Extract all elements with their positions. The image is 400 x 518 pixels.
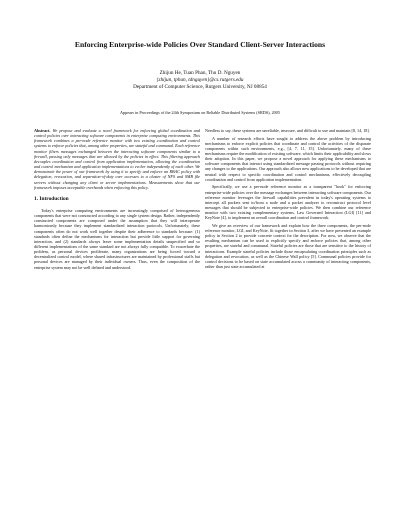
venue-line: Appears in Proceedings of the 24th Symposium on Reliable Distributed Systems (SRDS), 2005: [120, 110, 280, 115]
body-paragraph: Needless to say, these systems are unreliable, insecure, and difficult to use and maintain [8, 14, 18].: [205, 128, 370, 133]
author-emails: {zhijun, tphan, tdnguyen}@cs.rutgers.edu: [156, 77, 244, 83]
intro-paragraph: Today's enterprise computing environments are increasingly comprised of heterogeneous components that were not constructed according to any single system design. Rather, independently constructed components are composed under the assumption that they will interoperate harmoniously because they implement standardized interaction protocols. Unfortunately, these components often do not work well together despite their adherence to standards because: (1) standards often define the mechanisms for interaction but provide little support for governing interaction, and (2) standards always leave some implementation details unspecified and so different implementations of the same standard are not always fully compatible. To exacerbate the problem, as personal devices proliferate, many organizations are being forced toward a decentralized control model, where shared infrastructures are maintained by professional staffs but personal devices are managed by their individual owners. Thus, even the composition of the enterprise system may not be well defined and understood.: [34, 207, 200, 270]
abstract-label: Abstract.: [34, 128, 51, 133]
left-column: [34, 128, 200, 272]
section-heading-introduction: 1. Introduction: [34, 195, 69, 202]
body-paragraph: A number of research efforts have sought to address the above problem by introducing mechanisms to enforce explicit policies that coordinate and control the activities of the disparate components within such environments, e.g., [4, 7, 11, 15]. Unfortunately, many of these mechanisms require the modification of existing software, which limits their applicability and slows their adoption. In this paper, we propose a novel approach for applying these mechanisms to software components that interact using standardized message passing protocols without requiring any changes to the applications. Our approach also allows new applications to be developed that are neutral with respect to specific coordination and control mechanisms, effectively decoupling coordination and control from application implementation.: [205, 135, 371, 182]
author-block: [0, 70, 400, 91]
right-column: [205, 128, 371, 272]
paper-title: Enforcing Enterprise-wide Policies Over Standard Client-Server Interactions: [74, 40, 326, 49]
abstract: [34, 128, 200, 190]
body-paragraph: Specifically, we use a per-node reference monitor as a transparent "hook" for enforcing enterprise-wide policies over the message exchanges between interacting software components. Our reference monitor leverages the firewall capabilities prevalent in today's operating systems to intercept all packets sent to/from a node and a packet analyzer to reconstruct protocol level messages that should be subjected to enterprise-wide policies. We then combine our reference monitor with two existing complementary systems, Law Governed Interaction (LGI) [11] and KeyNote [4], to implement an overall coordination and control framework.: [205, 184, 371, 221]
author-affiliation: Department of Computer Science, Rutgers University, NJ 08854: [133, 84, 267, 90]
author-names: Zhijun He, Tuan Phan, Thu D. Nguyen: [159, 70, 241, 76]
abstract-text: We propose and evaluate a novel framework for enforcing global coordination and control policies over interacting software components in enterprise computing environments. This framework combines a per-node reference monitor with two existing coordination and control systems to enforce policies that, among other properties, are stateful and communal. Each reference monitor filters messages exchanged between the interacting software components similar to a firewall, passing only messages that are allowed by the policies in effect. This filtering approach decouples coordination and control from application implementation, allowing the coordination and control mechanism and application implementations to evolve independently of each other. We demonstrate the power of our framework by using it to specify and enforce an RBAC policy with delegation, revocation, and separation-of-duty over accesses to a cluster of NFS and SMB file servers without changing any client or server implementations. Measurements show that our framework imposes acceptable overheads when enforcing this policy.: [34, 128, 200, 190]
body-paragraph: We give an overview of our framework and explain how the three components, the per-node reference monitor, LGI, and KeyNote, fit together in Section 3, after we have presented an example policy in Section 2 to provide concrete context for the description. For now, we observe that the resulting mechanism can be used to explicitly specify and enforce policies that, among other properties, are stateful and communal. Stateful policies are those that are sensitive to the history of interactions. Example stateful policies include those encapsulating coordination principles such as delegation and revocation, as well as the Chinese Wall policy [5]. Communal policies provide for control decisions to be based on state accumulated across a community of interacting components, rather than just state accumulated at: [205, 222, 371, 270]
